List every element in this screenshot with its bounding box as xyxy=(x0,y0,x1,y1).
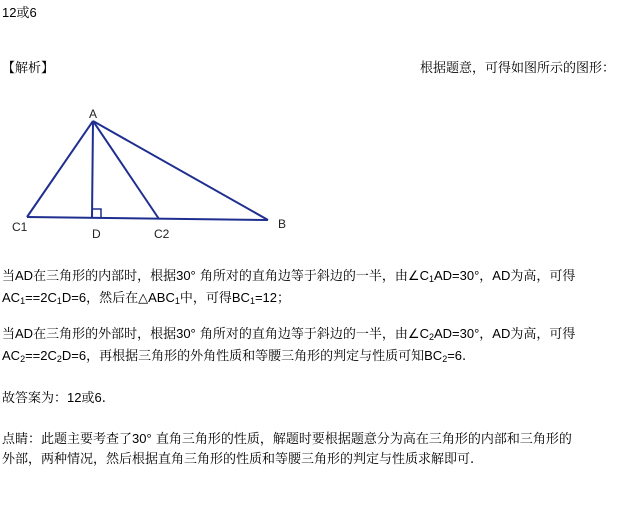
case1-line1: 当AD在三角形的内部时，根据30° 角所对的直角边等于斜边的一半，由$\angle C_1AD=30^\circ$，AD为高，可得 xyxy=(2,268,576,284)
label-c1: C1 xyxy=(12,220,28,234)
label-c2: C2 xyxy=(154,227,170,241)
segment-a-c2 xyxy=(93,121,159,219)
label-d: D xyxy=(92,227,101,241)
case2-line1: 当AD在三角形的外部时，根据30° 角所对的直角边等于斜边的一半，由$\angle C_2AD=30^\circ$，AD为高，可得 xyxy=(2,326,576,342)
segment-a-d xyxy=(92,121,93,218)
comment-line2: 外部，两种情况，然后根据直角三角形的性质和等腰三角形的判定与性质求解即可. xyxy=(2,452,475,467)
label-a: A xyxy=(89,107,98,121)
segment-a-b xyxy=(93,121,268,220)
analysis-tag: 【解析】 xyxy=(2,61,55,76)
segment-a-c1 xyxy=(27,121,93,217)
analysis-intro: 根据题意，可得如图所示的图形： xyxy=(420,61,616,76)
answer-line: 12或6 xyxy=(2,5,37,20)
right-angle-mark xyxy=(92,209,101,218)
label-b: B xyxy=(278,217,287,231)
case1-line2: $AC_1==2C_1D=6$，然后在$\triangle ABC_1$中，可得$BC_1=12$； xyxy=(2,290,291,306)
segment-c1-b xyxy=(27,217,268,220)
comment-line1: 点睛：此题主要考查了30° 直角三角形的性质，解题时要根据题意分为高在三角形的内部和三角形的 xyxy=(2,431,572,447)
case2-line2: $AC_2==2C_2D=6$，再根据三角形的外角性质和等腰三角形的判定与性质可知$BC_2=6$. xyxy=(2,348,467,364)
triangle-figure xyxy=(0,100,300,250)
conclusion-line: 故答案为：12或6. xyxy=(2,390,106,406)
